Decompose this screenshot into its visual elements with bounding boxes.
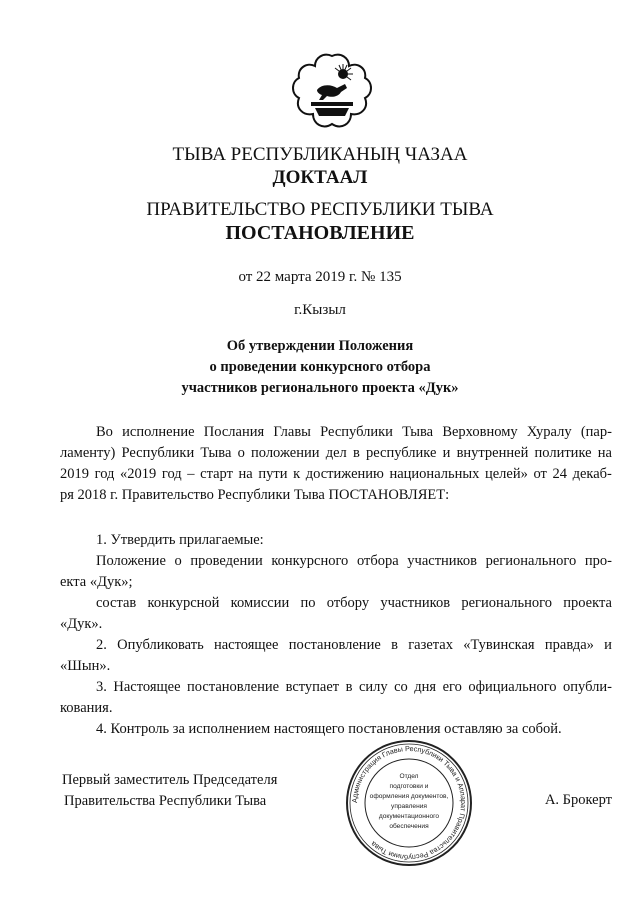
item-4: 4. Контроль за исполнением настоящего постановления оставляю за собой. [96,721,562,737]
stamp-center-line: документационного [378,813,440,820]
stamp-center-line: оформления документов, [369,793,449,800]
coat-of-arms-emblem [289,50,375,136]
text-line: 2019 год «2019 год – старт на пути к достижению национальных целей» от 24 декаб- [60,466,612,482]
stamp-center-line: управления [391,803,427,810]
item-3-line: кования. [60,700,113,716]
text-line: ря 2018 г. Правительство Республики Тыва ПОСТАНОВЛЯЕТ: [60,487,450,503]
position-line: Первый заместитель Председателя [62,772,278,788]
subject-line: Об утверждении Положения [226,338,414,354]
header-title-russian: ПРАВИТЕЛЬСТВО РЕСПУБЛИКИ ТЫВА [146,199,494,220]
document-subject-title [0,336,640,399]
item-3-line: 3. Настоящее постановление вступает в силу со дня его официального опубли- [96,679,612,695]
document-date-number: от 22 марта 2019 г. № 135 [238,269,402,285]
subject-line: участников регионального проекта «Дук» [181,380,459,396]
document-city: г.Кызыл [294,302,346,318]
header-doc-type-tyvan: ДОКТААЛ [272,167,368,188]
stamp-center-line: подготовки и [389,783,429,790]
stamp-center-line: Отдел [399,773,419,780]
header-doc-type-russian: ПОСТАНОВЛЕНИЕ [225,222,415,244]
item-1b-line: «Дук». [60,616,103,632]
text-line: Во исполнение Послания Главы Республики Тыва Верховному Хуралу (пар- [96,424,612,440]
official-stamp [344,738,474,868]
item-1b-line: состав конкурсной комиссии по отбору участников регионального проекта [96,595,612,611]
stamp-center-line: обеспечения [389,823,429,830]
text-line: ламенту) Республики Тыва о положении дел в республике и внутренней политике на [60,445,612,461]
subject-line: о проведении конкурсного отбора [209,359,431,375]
signatory-position [62,770,277,812]
item-1: 1. Утвердить прилагаемые: [96,532,264,548]
resolution-items [60,530,612,740]
item-1a-line: екта «Дук»; [60,574,133,590]
preamble-paragraph [60,422,612,506]
stamp-ring-text: Администрация Главы Республики Тыва и Аппарат Правительства Республики Тыва [349,743,469,863]
item-1a-line: Положение о проведении конкурсного отбора участников регионального про- [96,553,612,569]
position-line: Правительства Республики Тыва [64,793,267,809]
item-2-line: «Шын». [60,658,111,674]
signatory-name: А. Брокерт [544,792,612,808]
item-2-line: 2. Опубликовать настоящее постановление в газетах «Тувинская правда» и [96,637,612,653]
header-title-tyvan: ТЫВА РЕСПУБЛИКАНЫҢ ЧАЗАА [172,144,468,165]
